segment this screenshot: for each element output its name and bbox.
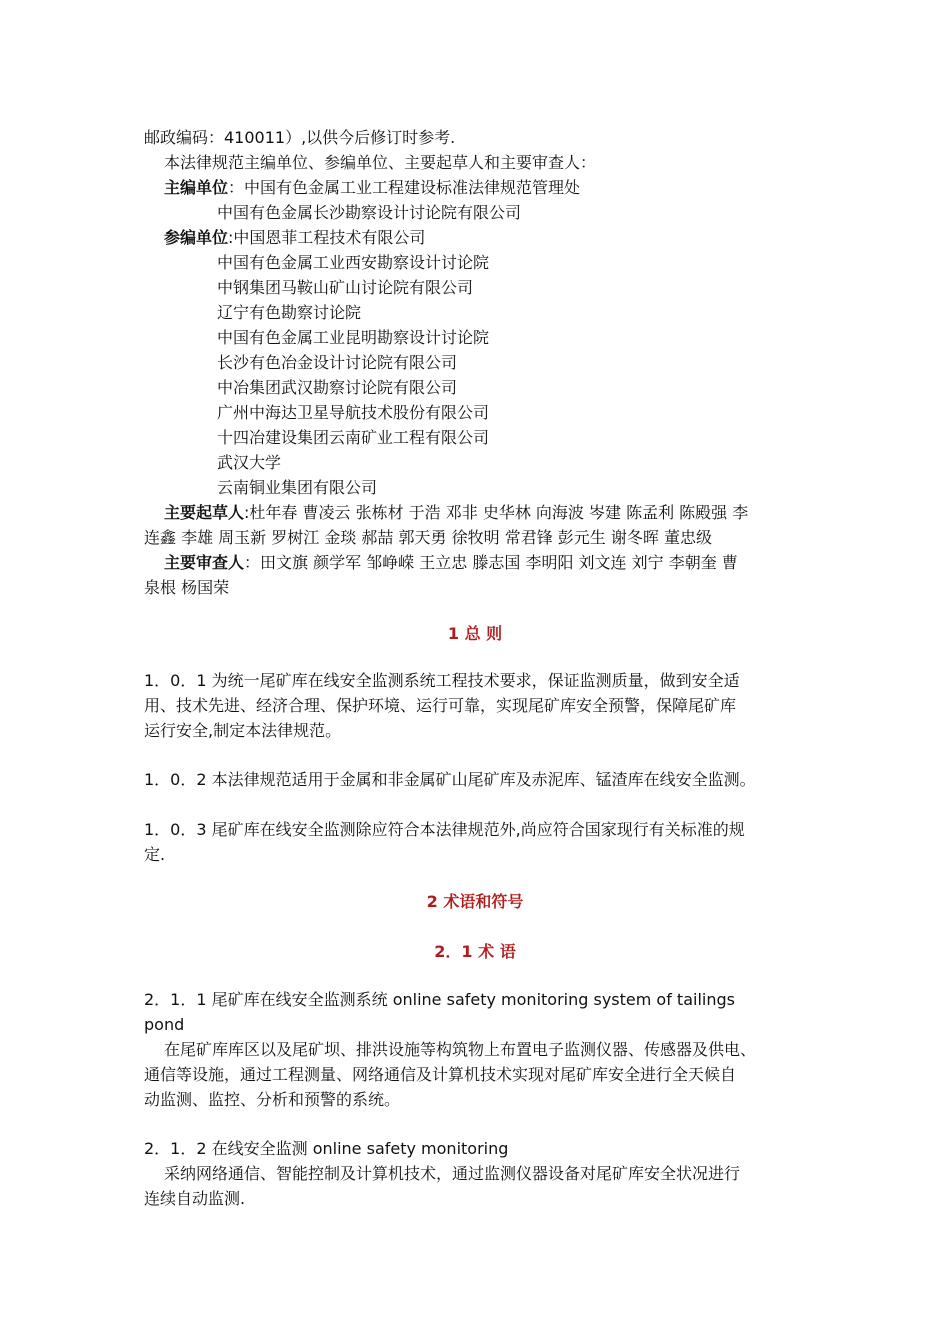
chief-editor-unit: 中国有色金属工业工程建设标准法律规范管理处 <box>244 178 581 197</box>
term-2-1-2-title: 2．1．2 在线安全监测 online safety monitoring <box>144 1139 509 1158</box>
term-2-1-1-definition: 在尾矿库库区以及尾矿坝、排洪设施等构筑物上布置电子监测仪器、传感器及供电、 <box>164 1040 757 1059</box>
clause-1-0-3: 1．0．3 尾矿库在线安全监测除应符合本法律规范外,尚应符合国家现行有关标准的规 <box>144 820 745 839</box>
clause-1-0-3-cont: 定. <box>144 845 166 864</box>
drafters-names: :杜年春 曹凌云 张栋材 于浩 邓非 史华林 向海波 岑建 陈孟利 陈殿强 李 <box>244 503 749 522</box>
chief-editor-sep: ： <box>228 178 245 197</box>
chief-editor-unit: 中国有色金属长沙勘察设计讨论院有限公司 <box>217 203 522 222</box>
section-2-1-heading: 2．1 术 语 <box>434 942 516 961</box>
clause-1-0-1-cont: 运行安全,制定本法律规范。 <box>144 721 342 740</box>
co-editor-unit: 武汉大学 <box>217 453 282 472</box>
term-2-1-1-definition-cont: 动监测、监控、分析和预警的系统。 <box>144 1090 401 1109</box>
term-2-1-1-title: 2．1．1 尾矿库在线安全监测系统 online safety monitoring system of tailings <box>144 990 735 1009</box>
reviewers-names: ：田文旗 颜学军 邹峥嵘 王立忠 滕志国 李明阳 刘文连 刘宁 李朝奎 曹 <box>244 553 738 572</box>
chapter-2-heading: 2 术语和符号 <box>426 892 524 911</box>
drafters-label: 主要起草人 <box>164 503 245 522</box>
term-2-1-2-definition: 采纳网络通信、智能控制及计算机技术，通过监测仪器设备对尾矿库安全状况进行 <box>164 1164 741 1183</box>
co-editor-unit: 辽宁有色勘察讨论院 <box>217 303 362 322</box>
reviewers-names-cont: 泉根 杨国荣 <box>144 578 230 597</box>
chief-editor-line <box>164 175 844 200</box>
co-editor-unit: 广州中海达卫星导航技术股份有限公司 <box>217 403 490 422</box>
term-2-1-2-definition-cont: 连续自动监测. <box>144 1189 246 1208</box>
clause-1-0-1-cont: 用、技术先进、经济合理、保护环境、运行可靠，实现尾矿库安全预警，保障尾矿库 <box>144 696 737 715</box>
co-editor-unit: 云南铜业集团有限公司 <box>217 478 378 497</box>
postal-code-line: 邮政编码：410011）,以供今后修订时参考. <box>144 128 456 147</box>
clause-1-0-2: 1．0．2 本法律规范适用于金属和非金属矿山尾矿库及赤泥库、锰渣库在线安全监测。 <box>144 770 756 789</box>
co-editor-unit: 中国有色金属工业西安勘察设计讨论院 <box>217 253 490 272</box>
co-editor-sep: : <box>228 228 234 247</box>
co-editor-unit: 中冶集团武汉勘察讨论院有限公司 <box>217 378 458 397</box>
co-editor-unit: 十四冶建设集团云南矿业工程有限公司 <box>217 428 490 447</box>
chapter-1-heading: 1 总 则 <box>447 624 503 643</box>
co-editor-unit: 长沙有色冶金设计讨论院有限公司 <box>217 353 458 372</box>
drafters-line <box>164 500 844 525</box>
co-editor-unit: 中国有色金属工业昆明勘察设计讨论院 <box>217 328 490 347</box>
co-editor-line <box>164 225 844 250</box>
chief-editor-label: 主编单位 <box>164 178 229 197</box>
reviewers-label: 主要审查人 <box>164 553 245 572</box>
clause-1-0-1: 1．0．1 为统一尾矿库在线安全监测系统工程技术要求，保证监测质量，做到安全适 <box>144 671 740 690</box>
drafters-names-cont: 连鑫 李雄 周玉新 罗树江 金琰 郝喆 郭天勇 徐牧明 常君锋 彭元生 谢冬晖 董忠级 <box>144 528 712 547</box>
term-2-1-1-definition-cont: 通信等设施，通过工程测量、网络通信及计算机技术实现对尾矿库安全进行全天候自 <box>144 1065 737 1084</box>
reviewers-line <box>164 550 844 575</box>
contributors-intro: 本法律规范主编单位、参编单位、主要起草人和主要审查人： <box>164 153 597 172</box>
term-2-1-1-title-cont: pond <box>144 1015 185 1034</box>
co-editor-label: 参编单位 <box>164 228 229 247</box>
co-editor-unit: 中钢集团马鞍山矿山讨论院有限公司 <box>217 278 474 297</box>
co-editor-unit: 中国恩菲工程技术有限公司 <box>233 228 426 247</box>
